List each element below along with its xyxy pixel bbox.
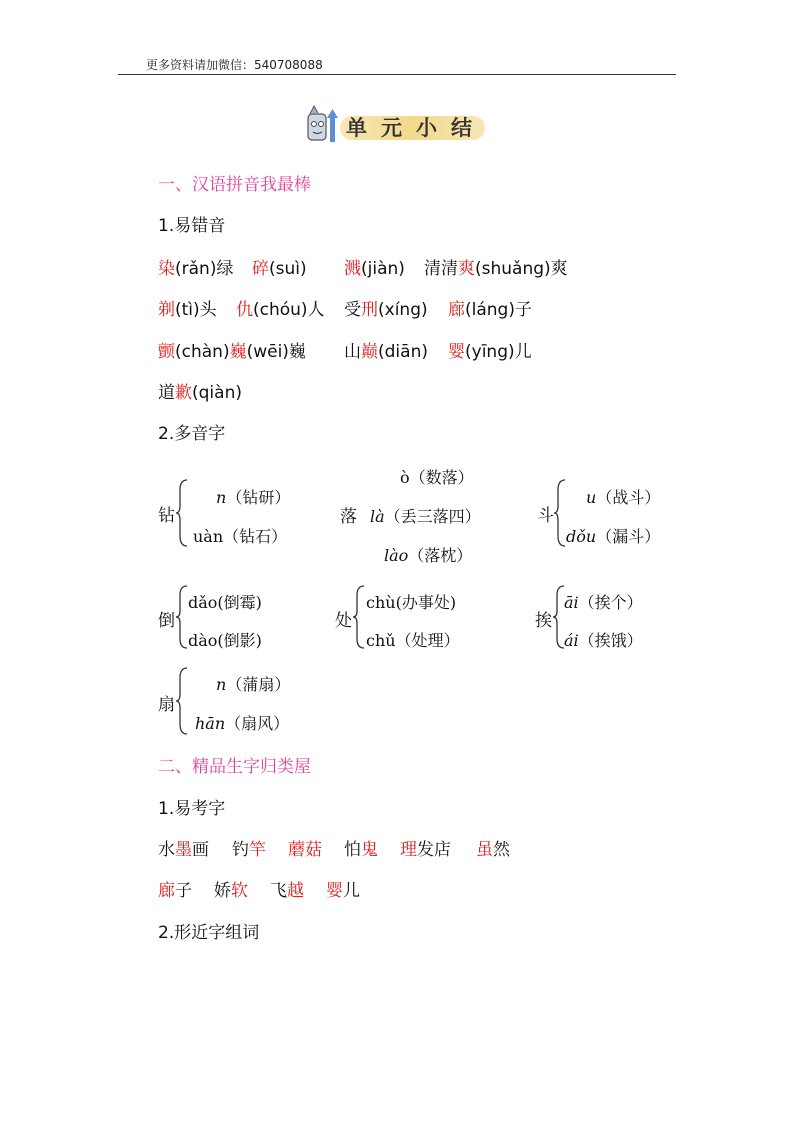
pinyin-reading: āi（挨个） bbox=[564, 593, 643, 612]
brace-icon bbox=[553, 478, 567, 548]
brace-icon bbox=[175, 666, 189, 736]
polyphone-char: 倒 bbox=[158, 611, 175, 631]
word-item: 颤(chàn)巍(wēi)巍 bbox=[158, 342, 306, 362]
polyphone-char: 扇 bbox=[158, 695, 175, 715]
polyphone-char: 钻 bbox=[158, 506, 175, 526]
pinyin-reading: n（钻研） bbox=[216, 488, 291, 507]
pinyin-reading: chǔ（处理） bbox=[366, 631, 460, 650]
word-item: 娇软 bbox=[214, 881, 248, 901]
pinyin-reading: ò（数落） bbox=[400, 468, 474, 487]
section-heading-2: 二、精品生字归类屋 bbox=[158, 757, 311, 777]
word-item: 婴(yīng)儿 bbox=[448, 342, 532, 362]
brace-icon bbox=[352, 584, 366, 650]
title-banner bbox=[300, 104, 490, 150]
word-item: 蘑菇 bbox=[288, 840, 322, 860]
word-item: 飞越 bbox=[270, 881, 304, 901]
brace-icon bbox=[175, 584, 189, 650]
word-item: 虽然 bbox=[476, 840, 510, 860]
word-item: 碎(suì) bbox=[252, 259, 307, 279]
polyphone-char: 斗 bbox=[537, 506, 554, 526]
word-item: 水墨画 bbox=[158, 840, 209, 860]
subheading-polyphones: 2.多音字 bbox=[158, 424, 226, 444]
word-item: 受刑(xíng) bbox=[344, 300, 428, 320]
word-item: 溅(jiàn) bbox=[344, 259, 405, 279]
brace-icon bbox=[175, 478, 189, 548]
word-item: 染(rǎn)绿 bbox=[158, 259, 234, 279]
word-item: 仇(chóu)人 bbox=[236, 300, 325, 320]
word-item: 剃(tì)头 bbox=[158, 300, 217, 320]
pinyin-reading: dǒu（漏斗） bbox=[566, 527, 661, 546]
word-item: 怕鬼 bbox=[344, 840, 378, 860]
page-title: 单元小结 bbox=[346, 115, 486, 140]
subheading-similar-chars: 2.形近字组词 bbox=[158, 923, 260, 943]
header-divider bbox=[118, 74, 676, 75]
section-heading-1: 一、汉语拼音我最棒 bbox=[158, 175, 311, 195]
pinyin-reading: hān（扇风） bbox=[195, 714, 290, 733]
pinyin-reading: chù(办事处) bbox=[366, 593, 457, 612]
word-item: 清清爽(shuǎng)爽 bbox=[424, 259, 568, 279]
pinyin-reading: uàn（钻石） bbox=[193, 527, 288, 546]
header-text: 更多资料请加微信：540708088 bbox=[146, 58, 323, 72]
pinyin-reading: ái（挨饿） bbox=[564, 631, 643, 650]
word-item: 廊(láng)子 bbox=[448, 300, 532, 320]
pinyin-reading: dào(倒影) bbox=[188, 631, 262, 650]
pinyin-reading: dǎo(倒霉) bbox=[188, 593, 262, 612]
polyphone-char: 落 bbox=[340, 507, 357, 527]
pinyin-reading: là（丢三落四） bbox=[370, 507, 481, 526]
word-item: 钓竿 bbox=[232, 840, 266, 860]
polyphone-char: 处 bbox=[335, 611, 352, 631]
word-item: 理发店 bbox=[400, 840, 451, 860]
subheading-error-prone: 1.易错音 bbox=[158, 216, 226, 236]
word-item: 山巅(diān) bbox=[344, 342, 428, 362]
cartoon-mascot-icon bbox=[300, 104, 344, 148]
pinyin-reading: u（战斗） bbox=[586, 488, 661, 507]
pinyin-reading: lào（落枕） bbox=[384, 546, 473, 565]
polyphone-char: 挨 bbox=[535, 611, 552, 631]
word-item: 廊子 bbox=[158, 881, 192, 901]
pinyin-reading: n（蒲扇） bbox=[216, 675, 291, 694]
word-item: 道歉(qiàn) bbox=[158, 383, 242, 403]
subheading-key-chars: 1.易考字 bbox=[158, 799, 226, 819]
word-item: 婴儿 bbox=[326, 881, 360, 901]
